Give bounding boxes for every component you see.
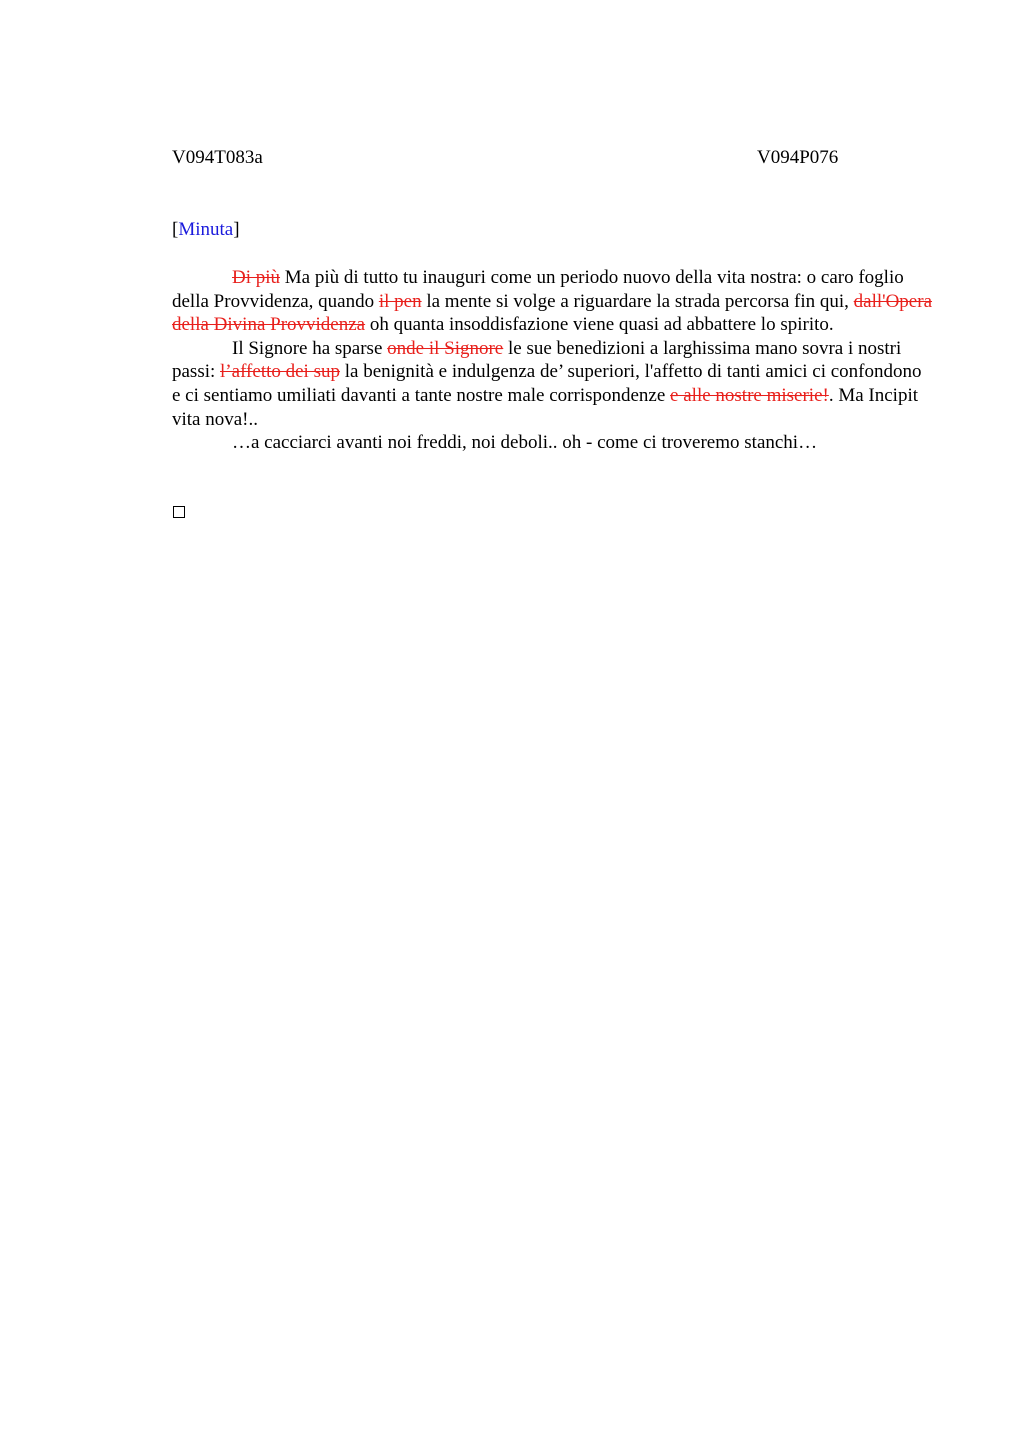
deleted-text: l’affetto dei sup bbox=[220, 361, 340, 383]
document-type-label bbox=[172, 219, 240, 241]
body-text-segment: . Ma Incipit vita nova!.. bbox=[172, 384, 919, 430]
body-text-segment: …a cacciarci avanti noi freddi, noi deboli.. oh - come ci troveremo stanchi… bbox=[232, 432, 818, 454]
body-text-segment: oh quanta insoddisfazione viene quasi ad abbattere lo spirito. bbox=[365, 314, 834, 336]
end-of-document-box bbox=[173, 506, 185, 518]
body-text-segment: la benignità e indulgenza de’ superiori, l'affetto di tanti amici ci confondono e ci sentiamo umiliati davanti a tante nostre male corrispondenze bbox=[172, 361, 922, 406]
label-open-bracket: [ bbox=[172, 219, 179, 240]
paragraph-2 bbox=[172, 337, 932, 431]
deleted-text: Di più bbox=[232, 267, 281, 288]
body-text-segment: Il Signore ha sparse bbox=[232, 337, 388, 359]
deleted-text: dall'Opera della Divina Provvidenza bbox=[172, 290, 933, 336]
label-close-bracket: ] bbox=[233, 219, 240, 240]
body-text-segment: le sue benedizioni a larghissima mano sovra i nostri passi: bbox=[172, 337, 902, 383]
document-code-left: V094T083a bbox=[172, 147, 263, 168]
document-body bbox=[172, 266, 932, 455]
document-code-right: V094P076 bbox=[757, 147, 839, 168]
deleted-text: il pen bbox=[378, 290, 422, 312]
deleted-text: e alle nostre miserie! bbox=[670, 384, 829, 406]
paragraph-3 bbox=[172, 431, 932, 455]
paragraph-1 bbox=[172, 266, 932, 337]
deleted-text: onde il Signore bbox=[387, 337, 504, 359]
body-text-segment: Ma più di tutto tu inauguri come un periodo nuovo della vita nostra: o caro foglio della Provvidenza, quando bbox=[172, 267, 904, 312]
minuta-link[interactable]: Minuta bbox=[178, 219, 234, 240]
body-text-segment: la mente si volge a riguardare la strada percorsa fin qui, bbox=[421, 290, 854, 312]
